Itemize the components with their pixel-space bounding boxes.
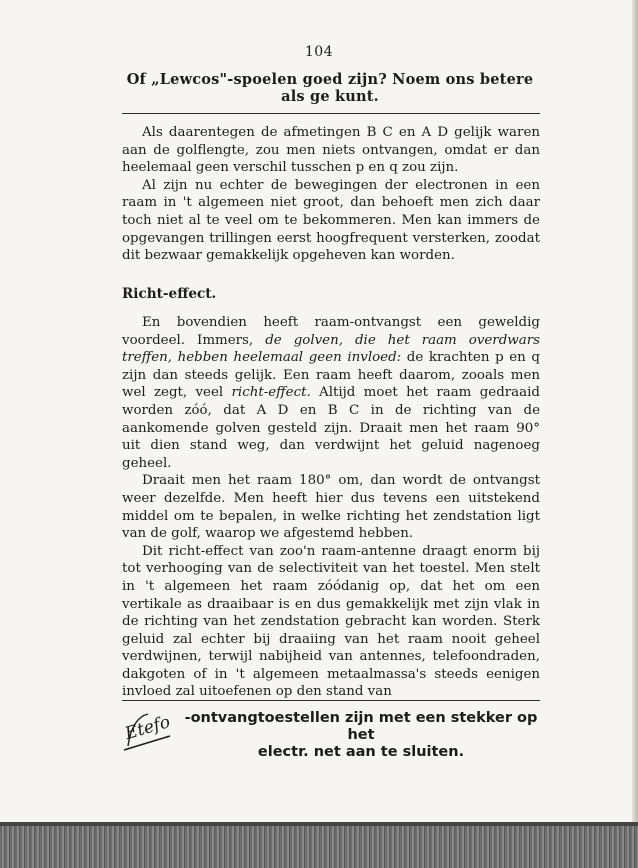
text-block-top	[122, 124, 540, 265]
ad-line: electr. net aan te sluiten.	[257, 744, 465, 760]
paragraph: Als daarentegen de afmetingen B C en A D gelijk waren aan de golflengte, zou men niets ontvangen, omdat er dan heelemaal geen verschil tusschen p en q zou zijn.	[122, 125, 540, 176]
footer-rule	[122, 700, 540, 701]
paragraph: Al zijn nu echter de bewegingen der electronen in een raam in 't algemeen niet groot, dan behoeft men zich daar toch niet al te veel om te bekommeren. Men kan immers de opgevangen trillingen eerst hoogfrequent versterken, zoodat dit bezwaar gemakkelijk opgeheven kan worden.	[122, 177, 540, 264]
header-rule	[122, 113, 540, 114]
advertisement	[118, 706, 548, 758]
advertisement-text	[174, 710, 548, 761]
text-run: de krachten p en q zijn dan steeds gelijk. Een raam heeft daarom, zooals men wel zegt, veel	[122, 350, 540, 401]
text-run: Altijd moet het raam gedraaid worden zóó, dat A D en B C in de richting van de aankomende golven gesteld zijn. Draait men het raam 90° uit dien stand weg, dan verdwijnt het geluid nagenoeg geheel.	[122, 385, 540, 471]
page-spine-edge	[632, 0, 638, 868]
paragraph: Draait men het raam 180° om, dan wordt de ontvangst weer dezelfde. Men heeft hier dus tevens een uitstekend middel om te bepalen, in welke richting het zendstation ligt van de golf, waarop we afgestemd hebben.	[122, 473, 540, 542]
svg-text:Etefo: Etefo	[122, 712, 173, 745]
paragraph: Dit richt-effect van zoo'n raam-antenne draagt enorm bij tot verhooging van de selectiviteit van het toestel. Men stelt in 't algemeen het raam zóódanig op, dat het om een vertikale as draaibaar is en dus gemakkelijk met zijn vlak in de richting van het zendstation gebracht kan worden. Sterk geluid zal echter bij draaiing van het raam nooit geheel verdwijnen, terwijl nabijheid van antennes, telefoondraden, dakgoten of in 't algemeen metaalmassa's steeds eenigen invloed zal uitoefenen op den stand van	[122, 543, 540, 700]
scanner-edge-bar	[0, 822, 638, 868]
ad-line: -ontvangtoestellen zijn met een stekker op het	[184, 710, 538, 743]
text-block-section	[122, 314, 540, 701]
running-header: Of „Lewcos"-spoelen goed zijn? Noem ons betere als ge kunt.	[126, 71, 534, 105]
etefo-logo	[118, 706, 178, 756]
text-run: En bovendien heeft raam-ontvangst een geweldig voordeel. Immers,	[122, 315, 540, 348]
section-heading: Richt-effect.	[122, 286, 217, 302]
italic-run: richt-effect.	[231, 385, 311, 401]
page-number: 104	[304, 44, 334, 60]
italic-run: de golven, die het raam overdwars treffen, hebben heelemaal geen invloed:	[122, 332, 541, 366]
paragraph	[122, 314, 540, 472]
